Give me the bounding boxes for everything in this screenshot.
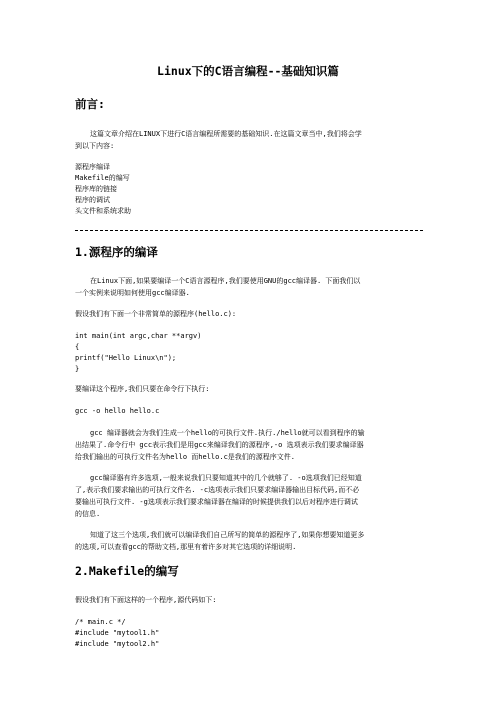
section1-para5-line-1: gcc编译器有许多选项,一般来说我们只要知道其中的几个就够了. -o选项我们已经知道 — [90, 474, 362, 482]
section1-para1-line-1: 在Linux下面,如果要编译一个C语言源程序,我们要使用GNU的gcc编译器. 下面我们以 — [90, 277, 361, 285]
section1-para5-line-3: 要输出可执行文件. -g选项表示我们要求编译器在编译的时候提供我们以后对程序进行调试 — [75, 498, 358, 506]
code-line: int main(int argc,char **argv) — [75, 332, 202, 340]
section1-para4-line-1: gcc 编译器就会为我们生成一个hello的可执行文件.执行./hello就可以看到程序的输 — [90, 429, 365, 437]
separator-rule — [75, 230, 423, 231]
code-line: } — [75, 365, 80, 373]
section1-para6-line-1: 知道了这三个选项,我们就可以编译我们自己所写的简单的源程序了,如果你想要知道更多 — [90, 531, 365, 539]
code-line: #include "mytool1.h" — [75, 629, 160, 637]
topic-item: Makefile的编写 — [75, 174, 130, 182]
preface-intro-line-1: 这篇文章介绍在LINUX下进行C语言编程所需要的基础知识.在这篇文章当中,我们将会学 — [90, 130, 362, 138]
topic-item: 源程序编译 — [75, 163, 110, 171]
command-line: gcc -o hello hello.c — [75, 407, 160, 415]
section1-para4-line-3: 给我们输出的可执行文件名为hello 而hello.c是我们的源程序文件. — [75, 453, 296, 461]
code-line: /* main.c */ — [75, 618, 126, 626]
topic-item: 头文件和系统求助 — [75, 207, 131, 215]
section2-heading: 2.Makefile的编写 — [75, 564, 179, 578]
preface-intro-line-2: 到以下内容: — [75, 142, 115, 150]
code-line: #include "mytool2.h" — [75, 640, 160, 648]
code-line: { — [75, 343, 80, 351]
section1-para2: 假设我们有下面一个非常简单的源程序(hello.c): — [75, 310, 237, 318]
section1-para6-line-2: 的选项,可以查看gcc的帮助文档,那里有着许多对其它选项的详细说明. — [75, 543, 297, 551]
section1-heading: 1.源程序的编译 — [75, 245, 158, 259]
topic-item: 程序的调试 — [75, 196, 110, 204]
document-title: Linux下的C语言编程--基础知识篇 — [157, 64, 339, 78]
code-line: printf("Hello Linux\n"); — [75, 354, 177, 362]
section1-para5-line-2: 了,表示我们要求输出的可执行文件名. -c选项表示我们只要求编译器输出目标代码,而不必 — [75, 486, 360, 494]
section1-para1-line-2: 一个实例来说明如何使用gcc编译器. — [75, 289, 190, 297]
section1-para4-line-2: 出结果了.命令行中 gcc表示我们是用gcc来编译我们的源程序,-o 选项表示我们要求编译器 — [75, 441, 364, 449]
preface-heading: 前言: — [75, 97, 105, 111]
topic-item: 程序库的链接 — [75, 185, 117, 193]
section1-para5-line-4: 的信息. — [75, 510, 101, 518]
section1-para3: 要编译这个程序,我们只要在命令行下执行: — [75, 385, 210, 393]
section2-para1: 假设我们有下面这样的一个程序,源代码如下: — [75, 596, 217, 604]
